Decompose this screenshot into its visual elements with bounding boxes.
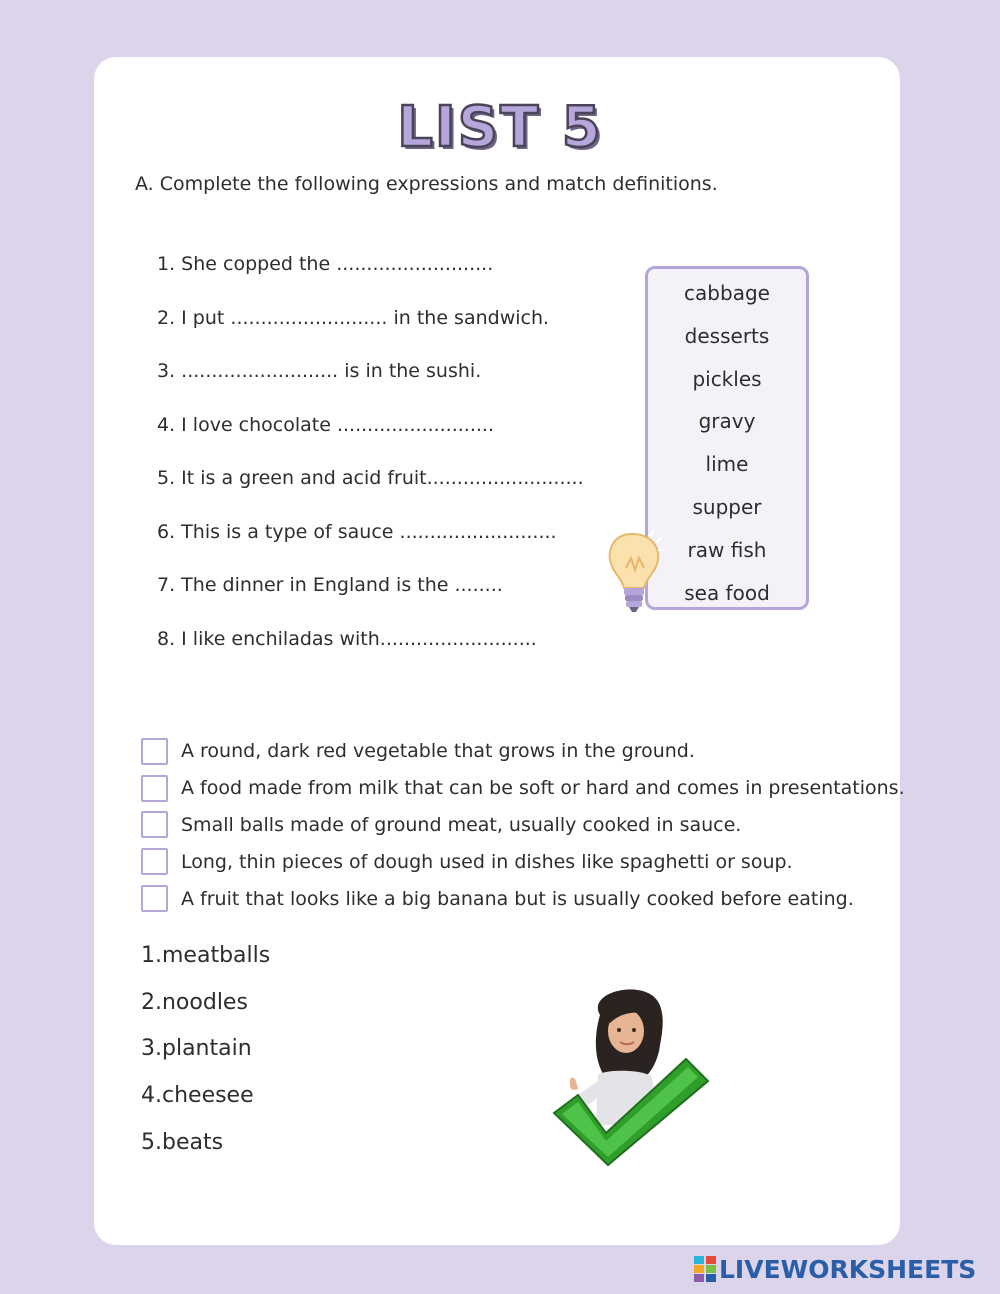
definition-list [141, 733, 905, 917]
answer-item: 4.cheesee [141, 1083, 254, 1109]
footer-brand[interactable] [694, 1253, 976, 1285]
word-bank [645, 266, 809, 610]
sentence-item: 2. I put .......................... in the sandwich. [157, 306, 550, 329]
word-bank-item: desserts [684, 323, 770, 348]
word-bank-item: sea food [684, 580, 770, 605]
page-title: LIST 5 [397, 95, 603, 160]
sentence-item: 1. She copped the .......................... [157, 253, 494, 275]
definition-text: Long, thin pieces of dough used in dishes like spaghetti or soup. [181, 850, 793, 873]
definition-text: A fruit that looks like a big banana but is usually cooked before eating. [181, 887, 854, 910]
sentence-item: 8. I like enchiladas with.......................... [157, 627, 537, 650]
sentence-item: 4. I love chocolate .......................... [157, 413, 494, 436]
definition-checkbox[interactable] [141, 738, 168, 765]
sentence-item: 3. .......................... is in the sushi. [157, 360, 482, 382]
definition-checkbox[interactable] [141, 885, 168, 912]
sentence-item: 6. This is a type of sauce .......................... [157, 520, 557, 543]
answer-list [141, 936, 270, 1169]
definition-checkbox[interactable] [141, 811, 168, 838]
word-bank-item: lime [705, 452, 749, 477]
definition-row [141, 770, 905, 807]
liveworksheets-logo-icon [694, 1256, 716, 1282]
sentence-item: 7. The dinner in England is the ........ [157, 574, 503, 596]
definition-row [141, 843, 905, 880]
word-bank-item: pickles [692, 366, 762, 391]
word-bank-item: raw fish [687, 537, 767, 562]
word-bank-item: supper [692, 494, 762, 519]
answer-item: 5.beats [141, 1129, 224, 1155]
definition-row [141, 880, 905, 917]
definition-checkbox[interactable] [141, 775, 168, 802]
word-bank-item: gravy [698, 409, 756, 434]
sentence-item: 5. It is a green and acid fruit.......................... [157, 467, 584, 489]
word-bank-item: cabbage [684, 281, 770, 305]
lightbulb-icon [604, 528, 666, 618]
instruction-text: A. Complete the following expressions and match definitions. [135, 173, 718, 195]
answer-item: 2.noodles [141, 989, 248, 1015]
definition-text: Small balls made of ground meat, usually cooked in sauce. [181, 813, 742, 836]
avatar-illustration [548, 985, 713, 1170]
definition-checkbox[interactable] [141, 848, 168, 875]
sentence-list [157, 250, 584, 678]
answer-item: 3.plantain [141, 1036, 252, 1062]
definition-row [141, 807, 905, 844]
definition-row [141, 733, 905, 770]
definition-text: A round, dark red vegetable that grows in the ground. [181, 740, 695, 763]
brand-name: LIVEWORKSHEETS [719, 1254, 977, 1284]
definition-text: A food made from milk that can be soft or hard and comes in presentations. [181, 777, 905, 800]
answer-item: 1.meatballs [141, 943, 271, 968]
